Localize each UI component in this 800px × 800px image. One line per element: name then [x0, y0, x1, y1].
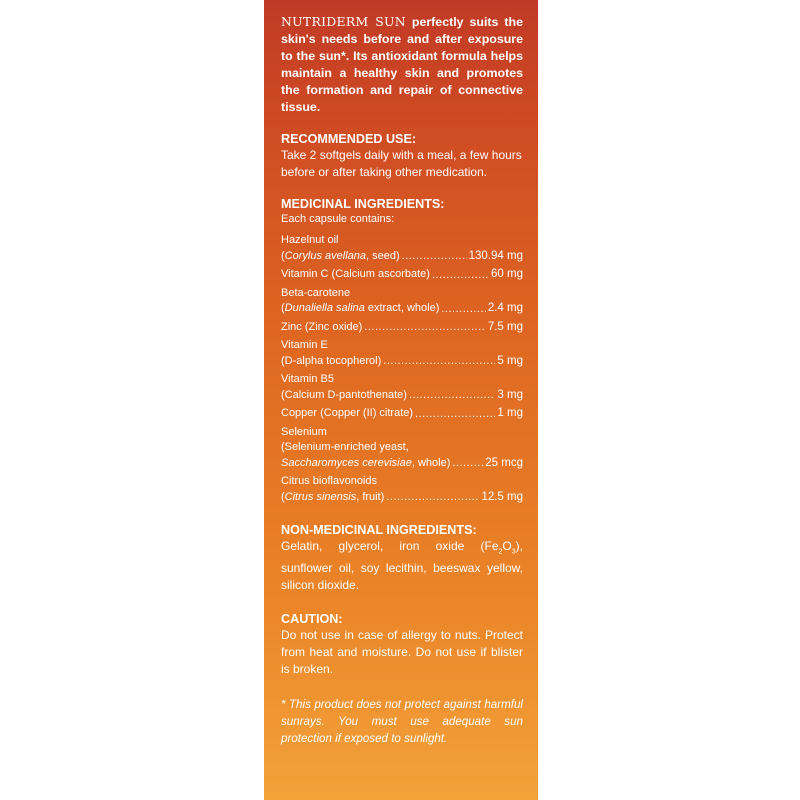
ingredient-name: Citrus bioflavonoids — [281, 475, 377, 487]
non-medicinal-ingredients-section — [281, 522, 523, 594]
ingredient-amount: 7.5 mg — [487, 320, 523, 333]
ingredient-vitamin-c — [281, 267, 523, 283]
subscript: 3 — [511, 548, 516, 556]
ingredient-selenium — [281, 425, 523, 472]
ingredient-detail: , whole) — [411, 456, 451, 469]
text-part: Gelatin, glycerol, iron oxide (Fe — [281, 539, 499, 553]
leader-dots — [409, 388, 495, 403]
leader-dots — [386, 490, 479, 505]
caution-text: Do not use in case of allergy to nuts. Protect from heat and moisture. Do not use if blister is broken. — [281, 628, 523, 677]
ingredient-zinc — [281, 320, 523, 336]
recommended-use-heading: RECOMMENDED USE: — [281, 132, 417, 146]
ingredient-latin-name: Corylus avellana — [284, 249, 366, 262]
ingredient-detail: (Selenium-enriched yeast, — [281, 441, 409, 453]
ingredient-name: Vitamin C (Calcium ascorbate) — [281, 268, 430, 280]
ingredient-amount: 1 mg — [497, 407, 523, 419]
caution-section — [281, 611, 523, 678]
medicinal-ingredients-subheading: Each capsule contains: — [281, 213, 395, 225]
subscript: 2 — [498, 548, 503, 556]
ingredient-hazelnut-oil — [281, 233, 523, 264]
ingredient-amount: 130.94 mg — [468, 249, 523, 262]
medicinal-ingredients-heading: MEDICINAL INGREDIENTS: — [281, 197, 445, 211]
brand-name: NUTRIDERM SUN — [281, 14, 406, 29]
leader-dots — [452, 456, 483, 471]
ingredient-detail: (Calcium D-pantothenate) — [281, 388, 407, 401]
ingredient-paren: ( — [281, 302, 285, 314]
ingredient-name: Beta-carotene — [281, 286, 351, 299]
ingredient-paren: ( — [281, 490, 285, 503]
ingredient-detail: (D-alpha tocopherol) — [281, 354, 382, 367]
non-medicinal-ingredients-text — [281, 538, 523, 594]
ingredient-detail: extract, whole) — [364, 302, 440, 314]
ingredient-name: Hazelnut oil — [281, 234, 339, 246]
ingredient-citrus-bioflavonoids — [281, 474, 523, 505]
ingredient-amount: 60 mg — [491, 268, 523, 280]
recommended-use-text: Take 2 softgels daily with a meal, a few hours before or after taking other medication. — [281, 148, 522, 179]
ingredient-name: Copper (Copper (II) citrate) — [281, 407, 414, 419]
ingredient-name: Selenium — [281, 425, 327, 438]
ingredient-latin-name: Dunaliella salina — [284, 302, 365, 314]
intro-paragraph — [281, 13, 523, 116]
text-part: ), sunflower oil, soy lecithin, beeswax yellow, silicon dioxide. — [281, 539, 523, 593]
ingredient-detail: , seed) — [366, 249, 400, 262]
ingredient-list — [281, 233, 523, 505]
recommended-use-section — [281, 131, 523, 181]
intro-text: perfectly suits the skin's needs before and after exposure to the sun*. Its antioxidant formula helps maintain a healthy skin and promotes the formation and repair of connective tissue. — [281, 15, 523, 114]
ingredient-name: Vitamin E — [281, 339, 328, 351]
ingredient-name: Zinc (Zinc oxide) — [281, 320, 363, 333]
ingredient-amount: 12.5 mg — [481, 490, 523, 503]
ingredient-vitamin-e — [281, 338, 523, 369]
leader-dots — [364, 320, 486, 335]
ingredient-name: Vitamin B5 — [281, 373, 334, 385]
ingredient-beta-carotene — [281, 286, 523, 317]
text-part: O — [502, 539, 512, 553]
leader-dots — [432, 268, 489, 283]
ingredient-amount: 25 mcg — [485, 456, 523, 469]
ingredient-latin-name: Citrus sinensis — [284, 490, 357, 503]
non-medicinal-ingredients-heading: NON-MEDICINAL INGREDIENTS: — [281, 523, 477, 537]
ingredient-detail: , fruit) — [356, 490, 385, 503]
leader-dots — [441, 302, 485, 317]
ingredient-amount: 5 mg — [497, 354, 523, 367]
leader-dots — [402, 249, 467, 264]
ingredient-vitamin-b5 — [281, 372, 523, 403]
medicinal-ingredients-section — [281, 196, 523, 505]
ingredient-amount: 2.4 mg — [487, 302, 523, 314]
ingredient-copper — [281, 406, 523, 422]
ingredient-paren: ( — [281, 249, 285, 262]
product-label-panel — [264, 0, 538, 800]
leader-dots — [415, 407, 495, 422]
caution-heading: CAUTION: — [281, 612, 343, 627]
ingredient-amount: 3 mg — [497, 388, 523, 401]
leader-dots — [383, 354, 495, 369]
sun-protection-footnote: * This product does not protect against harmful sunrays. You must use adequate sun protection if exposed to sunlight. — [281, 698, 523, 746]
ingredient-latin-name: Saccharomyces cerevisiae — [281, 456, 412, 469]
